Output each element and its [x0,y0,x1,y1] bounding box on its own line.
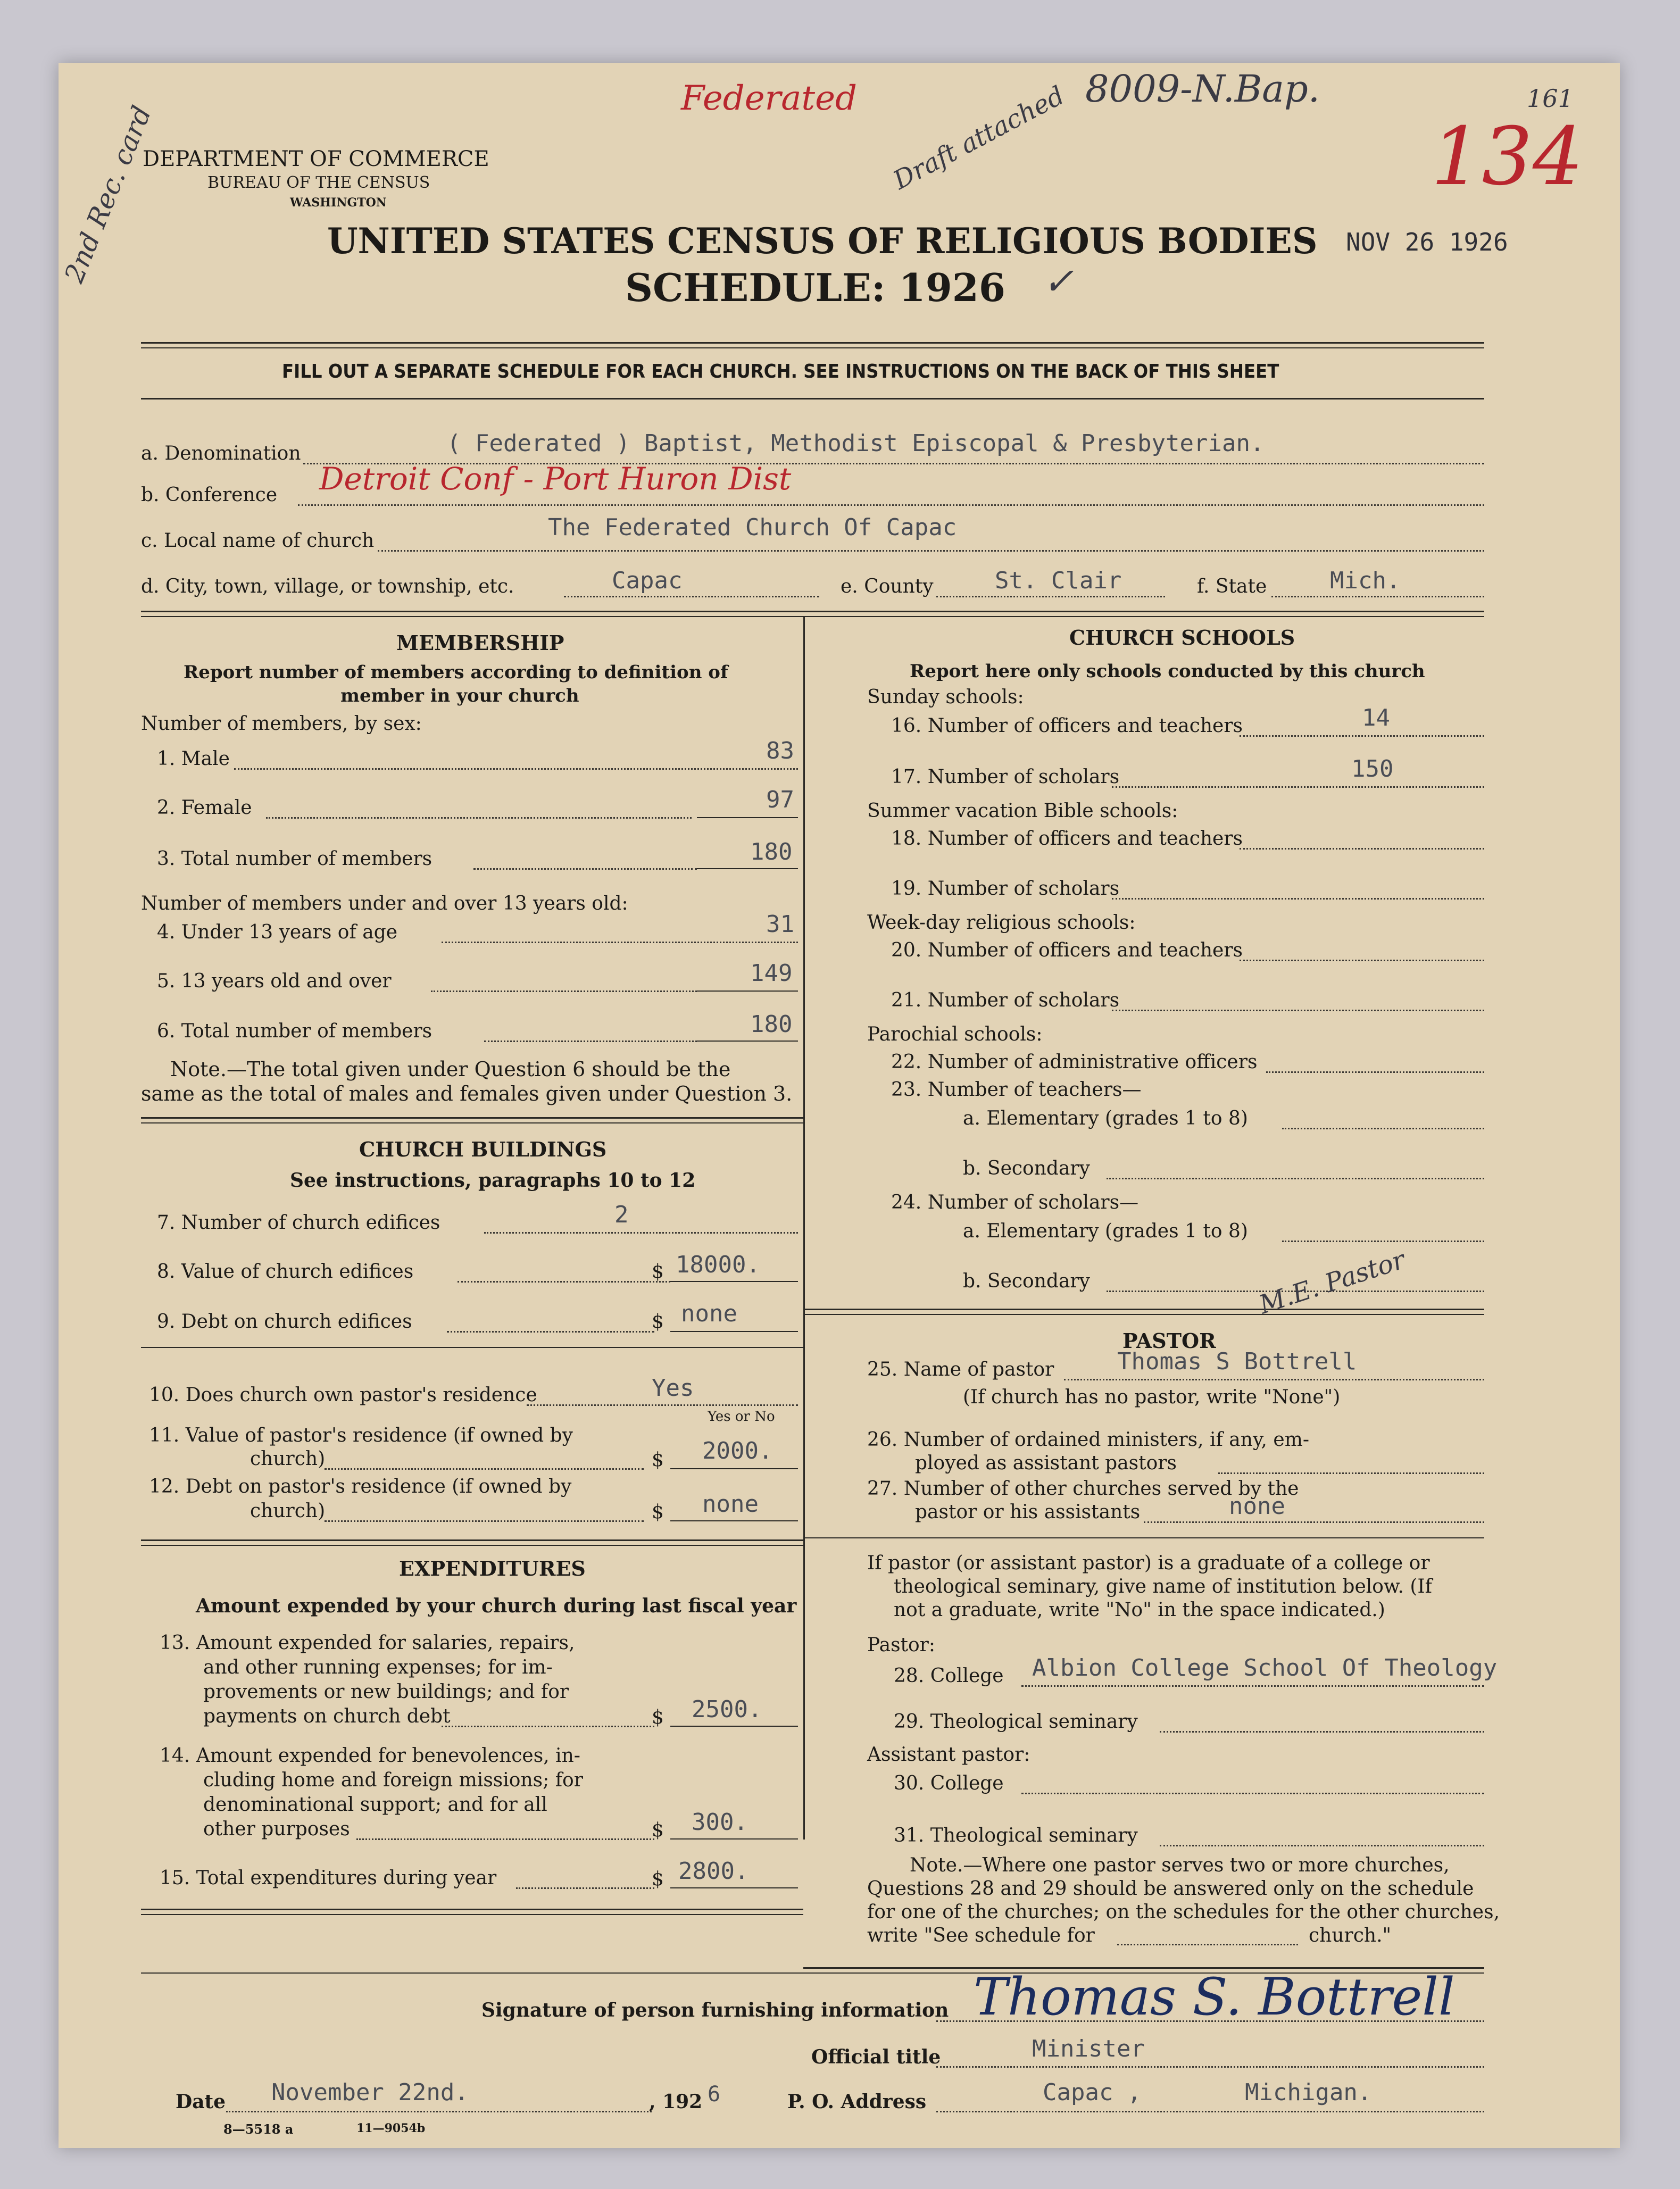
church-buildings-subtitle: See instructions, paragraphs 10 to 12 [290,1169,696,1192]
q13-label-1: 13. Amount expended for salaries, repairs, [160,1632,575,1654]
q13-dollar: $ [652,1707,664,1728]
membership-note-1: Note.—The total given under Question 6 should be the [170,1058,731,1081]
state-field[interactable]: Mich. [1330,567,1401,594]
q4-under-13-field[interactable]: 31 [766,911,794,938]
schedule-title: SCHEDULE: 1926 [625,265,1005,310]
weekday-schools-label: Week-day religious schools: [867,912,1136,934]
q28-label: 28. College [894,1665,1004,1687]
city-field[interactable]: Capac [612,567,683,594]
q7-edifices-field[interactable]: 2 [614,1201,629,1228]
q27-label-2: pastor or his assistants [915,1501,1141,1523]
q18-label: 18. Number of officers and teachers [891,828,1243,850]
q23b-label: b. Secondary [963,1158,1090,1179]
conference-label: b. Conference [141,484,278,506]
q1-label: 1. Male [157,748,230,770]
local-name-field[interactable]: The Federated Church Of Capac [548,514,957,541]
q17-label: 17. Number of scholars [891,766,1120,788]
county-field[interactable]: St. Clair [995,567,1122,594]
q9-dollar: $ [652,1311,664,1333]
q8-dollar: $ [652,1261,664,1283]
q14-label-4: other purposes [203,1818,350,1840]
q6-total-field[interactable]: 180 [750,1011,793,1038]
q13-label-3: provements or new buildings; and for [203,1681,569,1703]
graduate-instruction-2: theological seminary, give name of institution below. (If [894,1576,1432,1597]
official-title-label: Official title [811,2046,941,2068]
q15-total-field[interactable]: 2800. [678,1858,749,1885]
q21-label: 21. Number of scholars [891,989,1120,1011]
q10-label: 10. Does church own pastor's residence [149,1384,537,1406]
draft-note-annotation: Draft attached [888,80,1069,196]
q14-dollar: $ [652,1819,664,1841]
denomination-label: a. Denomination [141,443,301,464]
membership-intro-1: Report number of members according to definition of [184,662,728,683]
graduate-instruction-1: If pastor (or assistant pastor) is a graduate of a college or [867,1552,1430,1574]
q9-debt-field[interactable]: none [681,1300,737,1327]
church-schools-heading: CHURCH SCHOOLS [1069,626,1295,650]
date-field[interactable]: November 22nd. [271,2079,469,2106]
signature-label: Signature of person furnishing information [481,1999,949,2021]
q6-label: 6. Total number of members [157,1020,433,1042]
pastor-note-3: for one of the churches; on the schedules for the other churches, [867,1901,1500,1923]
q3-total-field[interactable]: 180 [750,838,793,865]
side-note-annotation: 2nd Rec. card [59,102,157,287]
bureau-name: BUREAU OF THE CENSUS [207,173,430,192]
q8-value-field[interactable]: 18000. [676,1251,760,1278]
graduate-instruction-3: not a graduate, write "No" in the space indicated.) [894,1599,1385,1621]
q12-label-1: 12. Debt on pastor's residence (if owned by [149,1476,572,1497]
q5-label: 5. 13 years old and over [157,970,392,992]
pastor-note-1: Note.—Where one pastor serves two or more churches, [910,1854,1450,1876]
q27-label-1: 27. Number of other churches served by the [867,1478,1299,1500]
q12-dollar: $ [652,1501,664,1523]
q1-male-field[interactable]: 83 [766,737,794,764]
q10-residence-field[interactable]: Yes [652,1375,694,1402]
q4-label: 4. Under 13 years of age [157,921,398,943]
expenditures-heading: EXPENDITURES [399,1557,586,1580]
sunday-schools-label: Sunday schools: [867,686,1024,708]
q14-label-2: cluding home and foreign missions; for [203,1769,583,1791]
pastor-subheading: Pastor: [867,1634,936,1656]
q28-college-field[interactable]: Albion College School Of Theology [1032,1654,1498,1682]
members-by-sex-label: Number of members, by sex: [141,713,422,735]
form-number: 8—5518 a [223,2121,294,2137]
po-state-field[interactable]: Michigan. [1245,2079,1372,2106]
q26-label-1: 26. Number of ordained ministers, if any, em- [867,1429,1309,1451]
q13-amount-field[interactable]: 2500. [692,1696,762,1723]
year-prefix: , 192 [649,2091,703,2113]
q15-label: 15. Total expenditures during year [160,1867,497,1889]
q8-label: 8. Value of church edifices [157,1261,414,1283]
me-pastor-annotation: M.E. Pastor [1255,1245,1409,1320]
membership-heading: MEMBERSHIP [396,631,564,655]
pastor-note-4a: write "See schedule for [867,1925,1095,1946]
local-name-label: c. Local name of church [141,530,375,552]
q25-pastor-name-field[interactable]: Thomas S Bottrell [1117,1348,1357,1375]
year-field[interactable]: 6 [708,2082,721,2107]
department-name: DEPARTMENT OF COMMERCE [143,147,489,171]
q11-dollar: $ [652,1449,664,1471]
form-title: UNITED STATES CENSUS OF RELIGIOUS BODIES [327,220,1318,262]
denomination-field[interactable]: ( Federated ) Baptist, Methodist Episcopal & Presbyterian. [447,430,1265,457]
q12-label-2: church) [250,1500,326,1522]
big-page-number-annotation: 134 [1431,111,1584,203]
city-label: d. City, town, village, or township, etc. [141,576,514,597]
q13-label-2: and other running expenses; for im- [203,1657,553,1678]
federated-annotation: Federated [681,79,857,118]
conference-field[interactable]: Detroit Conf - Port Huron Dist [319,461,792,497]
state-label: f. State [1197,576,1267,597]
q17-sunday-scholars-field[interactable]: 150 [1351,755,1394,783]
q19-label: 19. Number of scholars [891,878,1120,900]
q12-debt-field[interactable]: none [702,1491,759,1518]
bureau-city: WASHINGTON [290,196,387,210]
membership-note-2: same as the total of males and females given under Question 3. [141,1082,793,1105]
q11-label-1: 11. Value of pastor's residence (if owned by [149,1425,573,1446]
separate-schedule-instruction: FILL OUT A SEPARATE SCHEDULE FOR EACH CHURCH. SEE INSTRUCTIONS ON THE BACK OF THIS SHEET [282,361,1279,382]
q24b-label: b. Secondary [963,1270,1090,1292]
po-city-field[interactable]: Capac , [1043,2079,1142,2106]
q27-other-churches-field[interactable]: none [1229,1493,1285,1520]
received-date-stamp: NOV 26 1926 [1346,228,1508,256]
date-label: Date [176,2091,226,2113]
q11-label-2: church) [250,1448,326,1470]
page-number-annotation: 161 [1527,84,1574,113]
church-schools-subtitle: Report here only schools conducted by this church [910,661,1425,682]
q25-note: (If church has no pastor, write "None") [963,1386,1341,1408]
members-by-age-label: Number of members under and over 13 years old: [141,893,628,914]
q23a-label: a. Elementary (grades 1 to 8) [963,1108,1248,1129]
q16-sunday-teachers-field[interactable]: 14 [1362,704,1390,731]
q5-13-and-over-field[interactable]: 149 [750,960,793,987]
q14-label-1: 14. Amount expended for benevolences, in- [160,1745,580,1767]
print-number: 11—9054b [356,2121,426,2135]
q9-label: 9. Debt on church edifices [157,1311,412,1333]
q13-label-4: payments on church debt [203,1705,451,1727]
signature-field[interactable]: Thomas S. Bottrell [974,1967,1455,2027]
q26-label-2: ployed as assistant pastors [915,1452,1177,1474]
q2-female-field[interactable]: 97 [766,786,794,813]
po-address-label: P. O. Address [787,2091,927,2113]
q14-label-3: denominational support; and for all [203,1794,547,1816]
q29-label: 29. Theological seminary [894,1711,1138,1733]
q16-label: 16. Number of officers and teachers [891,715,1243,737]
q15-dollar: $ [652,1868,664,1890]
official-title-field[interactable]: Minister [1032,2035,1145,2062]
q2-label: 2. Female [157,797,252,819]
q23-label: 23. Number of teachers— [891,1079,1142,1101]
assistant-pastor-subheading: Assistant pastor: [867,1744,1030,1766]
pastor-note-2: Questions 28 and 29 should be answered only on the schedule [867,1878,1474,1900]
q24-label: 24. Number of scholars— [891,1192,1139,1213]
q31-label: 31. Theological seminary [894,1825,1138,1846]
summer-schools-label: Summer vacation Bible schools: [867,800,1178,822]
expenditures-subtitle: Amount expended by your church during last fiscal year [196,1595,797,1617]
yes-or-no-hint: Yes or No [708,1409,775,1425]
q7-label: 7. Number of church edifices [157,1212,440,1234]
q11-value-field[interactable]: 2000. [702,1437,773,1464]
q30-label: 30. College [894,1772,1004,1794]
q20-label: 20. Number of officers and teachers [891,939,1243,961]
q22-label: 22. Number of administrative officers [891,1051,1258,1073]
church-buildings-heading: CHURCH BUILDINGS [359,1137,607,1161]
parochial-schools-label: Parochial schools: [867,1023,1043,1045]
reference-number-annotation: 8009-N.Bap. [1085,67,1320,111]
q25-label: 25. Name of pastor [867,1359,1054,1380]
q14-amount-field[interactable]: 300. [692,1809,748,1836]
county-label: e. County [841,576,934,597]
checkmark-annotation: ✓ [1043,260,1074,303]
membership-intro-2: member in your church [340,685,579,706]
q24a-label: a. Elementary (grades 1 to 8) [963,1220,1248,1242]
census-schedule-sheet [59,63,1620,2148]
pastor-heading: PASTOR [1122,1329,1216,1353]
q3-label: 3. Total number of members [157,848,433,870]
pastor-note-4b: church." [1309,1925,1392,1946]
